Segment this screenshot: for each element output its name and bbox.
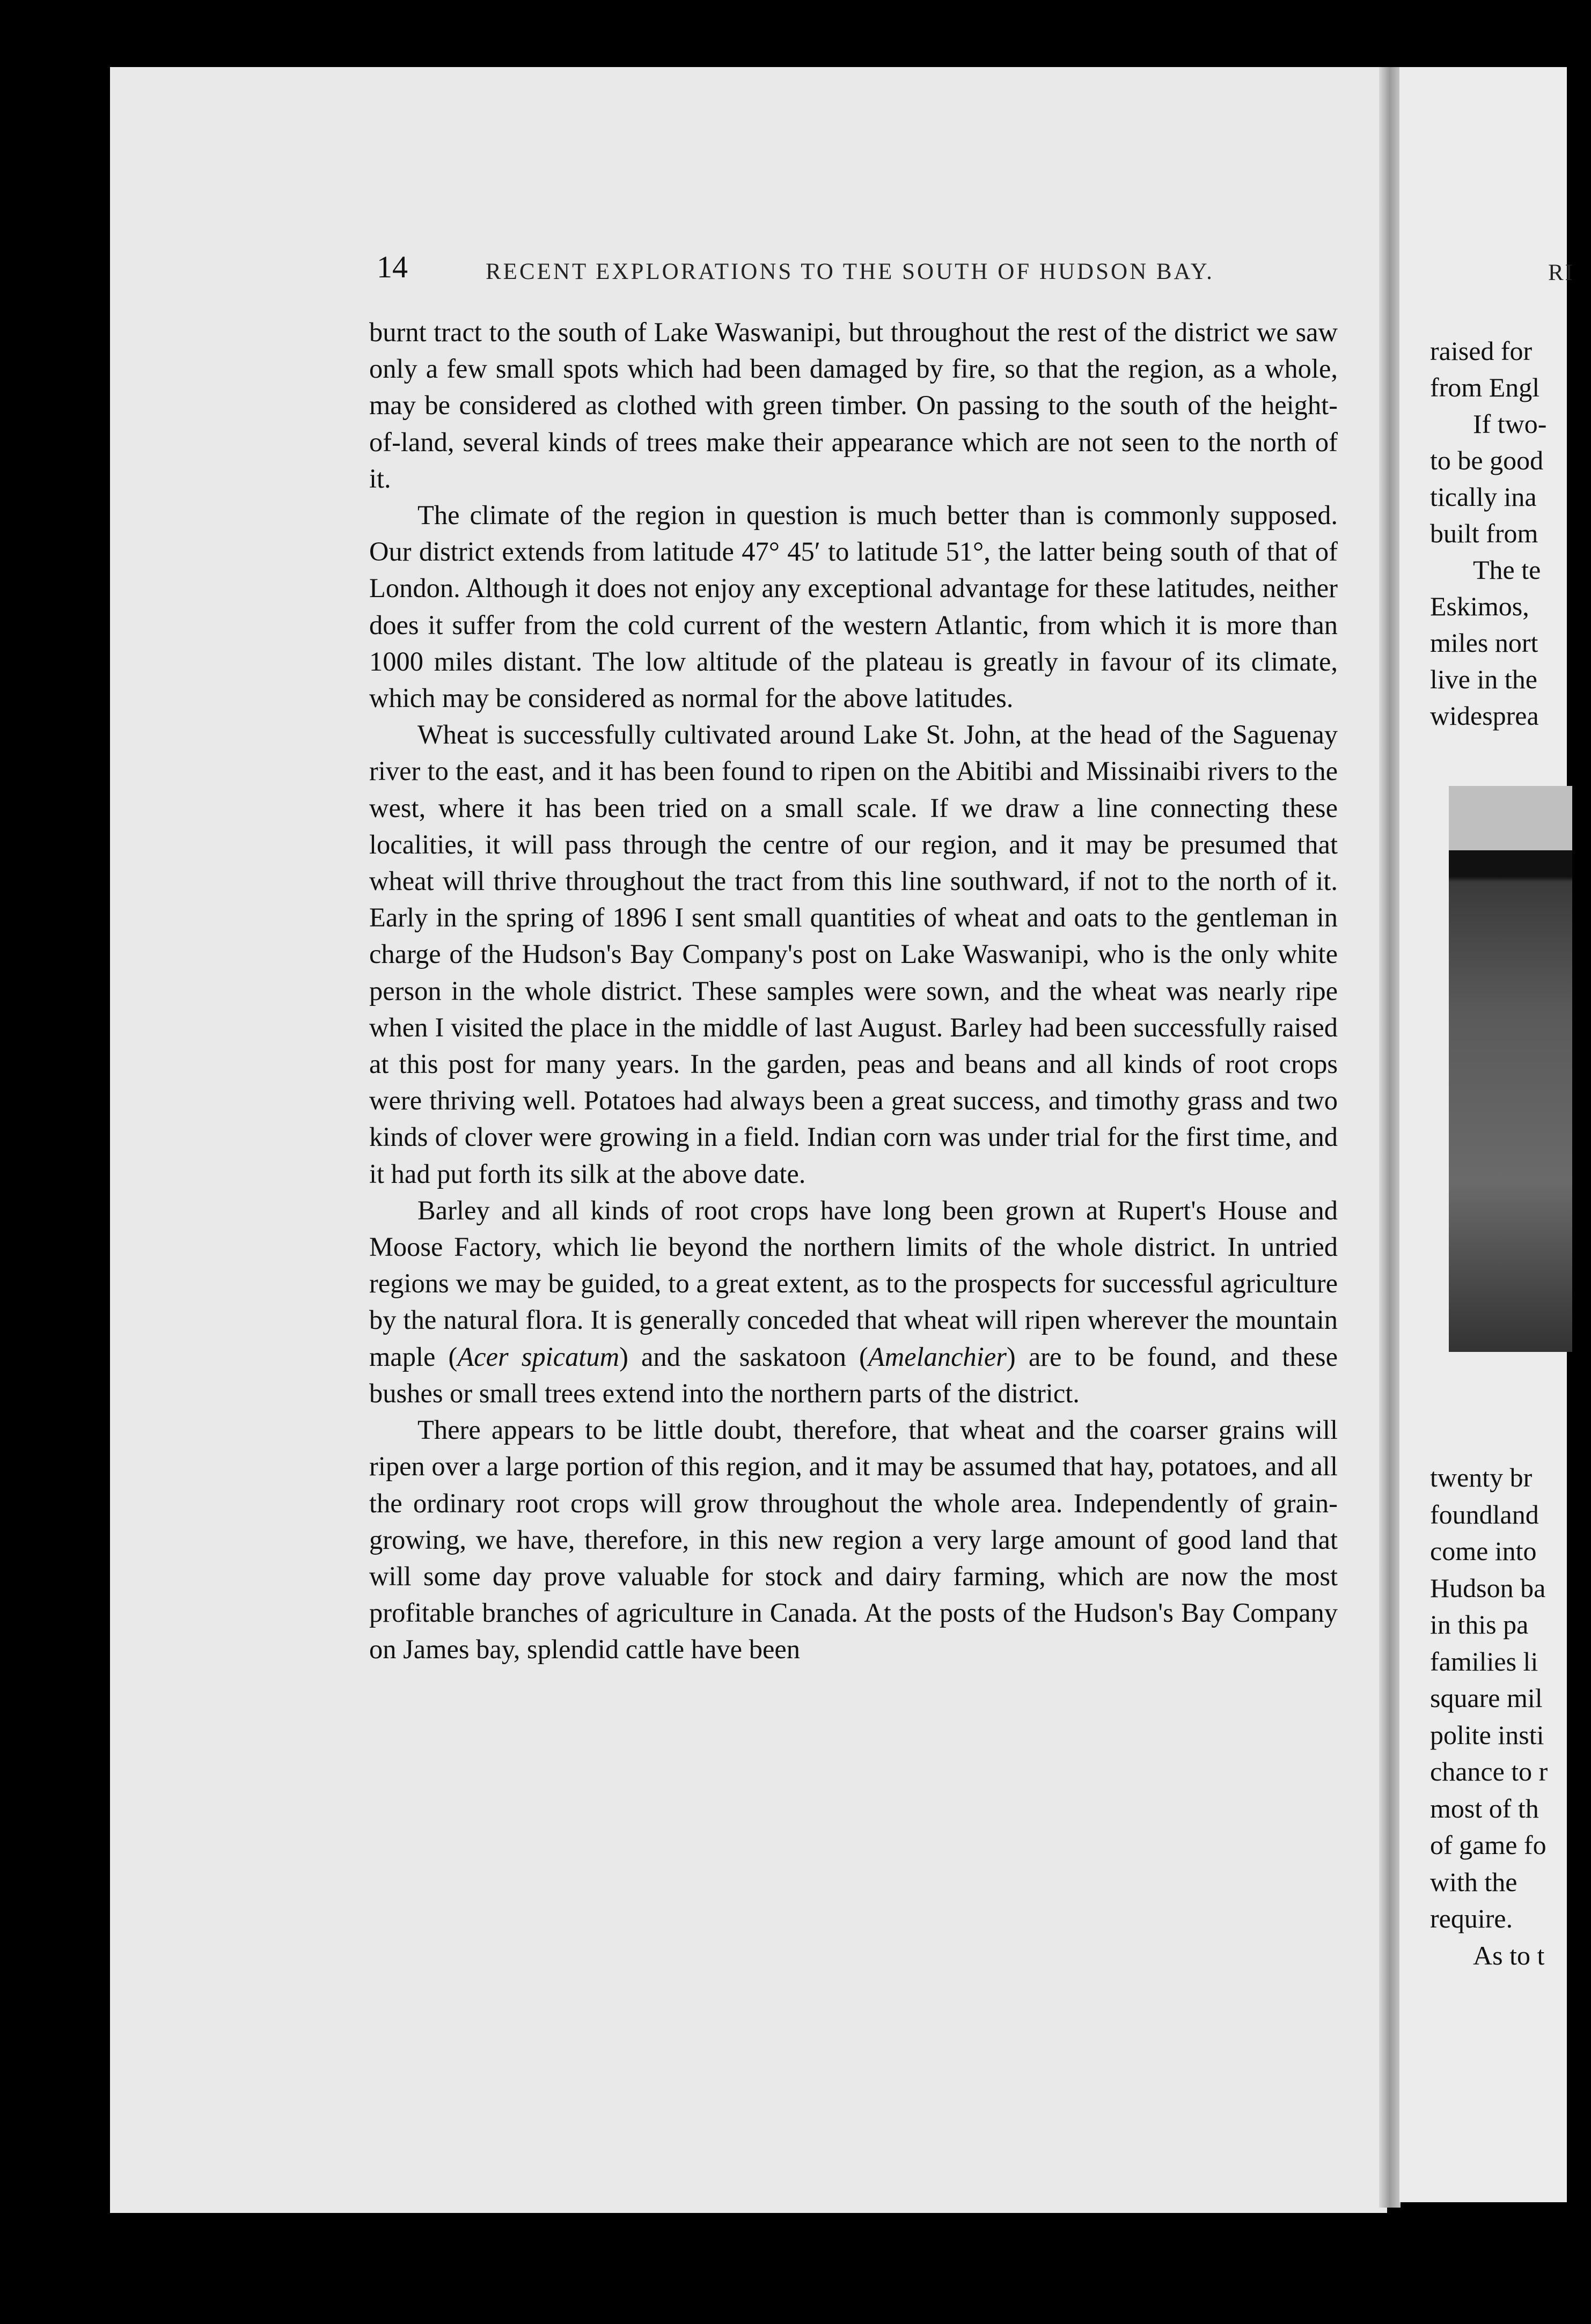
species-amelanchier: Amelanchier bbox=[868, 1341, 1007, 1372]
right-line: from Engl bbox=[1430, 372, 1540, 402]
running-head: RECENT EXPLORATIONS TO THE SOUTH OF HUDSON BAY. bbox=[486, 259, 1214, 284]
right-line: live in the bbox=[1430, 664, 1537, 694]
paragraph-2: The climate of the region in question is much better than is commonly supposed. Our district extends from latitude 47° 45′ to latitude 51°, the latter being south of that of London. Although it does not enjoy any exceptional advantage for these latitudes, neither does it suffer from the cold current of the western Atlantic, from which it is more than 1000 miles distant. The low altitude of the plateau is greatly in favour of its climate, which may be considered as normal for the above latitudes. bbox=[369, 500, 1338, 714]
body-text bbox=[369, 314, 1338, 1668]
paragraph-5: There appears to be little doubt, therefore, that wheat and the coarser grains will ripen over a large portion of this region, and it may be assumed that hay, potatoes, and all the ordinary root crops will grow throughout the whole area. Independently of grain-growing, we have, therefore, in this new region a very large amount of good land that will some day prove valuable for stock and dairy farming, which are now the most profitable branches of agriculture in Canada. At the posts of the Hudson's Bay Company on James bay, splendid cattle have been bbox=[369, 1415, 1338, 1665]
right-column-bottom bbox=[1430, 1459, 1591, 1974]
right-line: come into bbox=[1430, 1536, 1537, 1566]
page-number: 14 bbox=[377, 249, 408, 284]
photograph bbox=[1449, 786, 1572, 1352]
right-line: require. bbox=[1430, 1903, 1513, 1933]
right-line: The te bbox=[1473, 555, 1541, 585]
right-line: square mil bbox=[1430, 1683, 1543, 1713]
para4-text-c: ) are to be found, and these bushes or small trees extend into the northern parts of the district. bbox=[369, 1341, 1338, 1408]
species-acer: Acer spicatum bbox=[457, 1341, 620, 1372]
right-running-head: RI bbox=[1548, 260, 1574, 285]
right-line: If two- bbox=[1473, 409, 1547, 439]
right-line: in this pa bbox=[1430, 1609, 1529, 1639]
right-line: As to t bbox=[1473, 1940, 1545, 1970]
paragraph-3: Wheat is successfully cultivated around Lake St. John, at the head of the Saguenay river to the east, and it has been found to ripen on the Abitibi and Missinaibi rivers to the west, where it has been tried on a small scale. If we draw a line connecting these localities, it will pass through the centre of our region, and it may be presumed that wheat will thrive throughout the tract from this line southward, if not to the north of it. Early in the spring of 1896 I sent small quantities of wheat and oats to the gentleman in charge of the Hudson's Bay Company's post on Lake Waswanipi, who is the only white person in the whole district. These samples were sown, and the wheat was nearly ripe when I visited the place in the middle of last August. Barley had been successfully raised at this post for many years. In the garden, peas and beans and all kinds of root crops were thriving well. Potatoes had always been a great success, and timothy grass and two kinds of clover were growing in a field. Indian corn was under trial for the first time, and it had put forth its silk at the above date. bbox=[369, 719, 1338, 1189]
right-line: families li bbox=[1430, 1646, 1538, 1676]
para4-text-a: Barley and all kinds of root crops have long been grown at Rupert's House and Moose Factory, which lie beyond the northern limits of the whole district. In untried regions we may be guided, to a great extent, as to the prospects for successful agriculture by the natural flora. It is generally conceded that wheat will ripen wherever the mountain maple ( bbox=[369, 1195, 1338, 1372]
right-line: Hudson ba bbox=[1430, 1572, 1546, 1603]
right-column-top bbox=[1430, 333, 1591, 734]
right-line: with the bbox=[1430, 1866, 1517, 1897]
right-line: miles nort bbox=[1430, 628, 1538, 658]
paragraph-4 bbox=[369, 1192, 1338, 1411]
para4-text-b: ) and the saskatoon ( bbox=[619, 1341, 868, 1372]
right-line: to be good bbox=[1430, 445, 1544, 475]
paragraph-1: burnt tract to the south of Lake Waswanipi, but throughout the rest of the district we saw only a few small spots which had been damaged by fire, so that the region, as a whole, may be considered as clothed with green timber. On passing to the south of the height-of-land, several kinds of trees make their appearance which are not seen to the north of it. bbox=[369, 317, 1338, 494]
right-line: twenty br bbox=[1430, 1462, 1533, 1492]
right-line: tically ina bbox=[1430, 482, 1537, 512]
right-line: Eskimos, bbox=[1430, 591, 1529, 621]
photo-sky bbox=[1449, 786, 1572, 850]
right-line: most of th bbox=[1430, 1793, 1539, 1823]
right-line: foundland bbox=[1430, 1499, 1539, 1529]
right-line: raised for bbox=[1430, 336, 1533, 366]
right-line: widesprea bbox=[1430, 701, 1539, 731]
right-line: built from bbox=[1430, 518, 1538, 548]
book-gutter bbox=[1379, 67, 1401, 2208]
right-line: polite insti bbox=[1430, 1719, 1544, 1750]
right-line: of game fo bbox=[1430, 1830, 1546, 1860]
right-line: chance to r bbox=[1430, 1756, 1548, 1786]
